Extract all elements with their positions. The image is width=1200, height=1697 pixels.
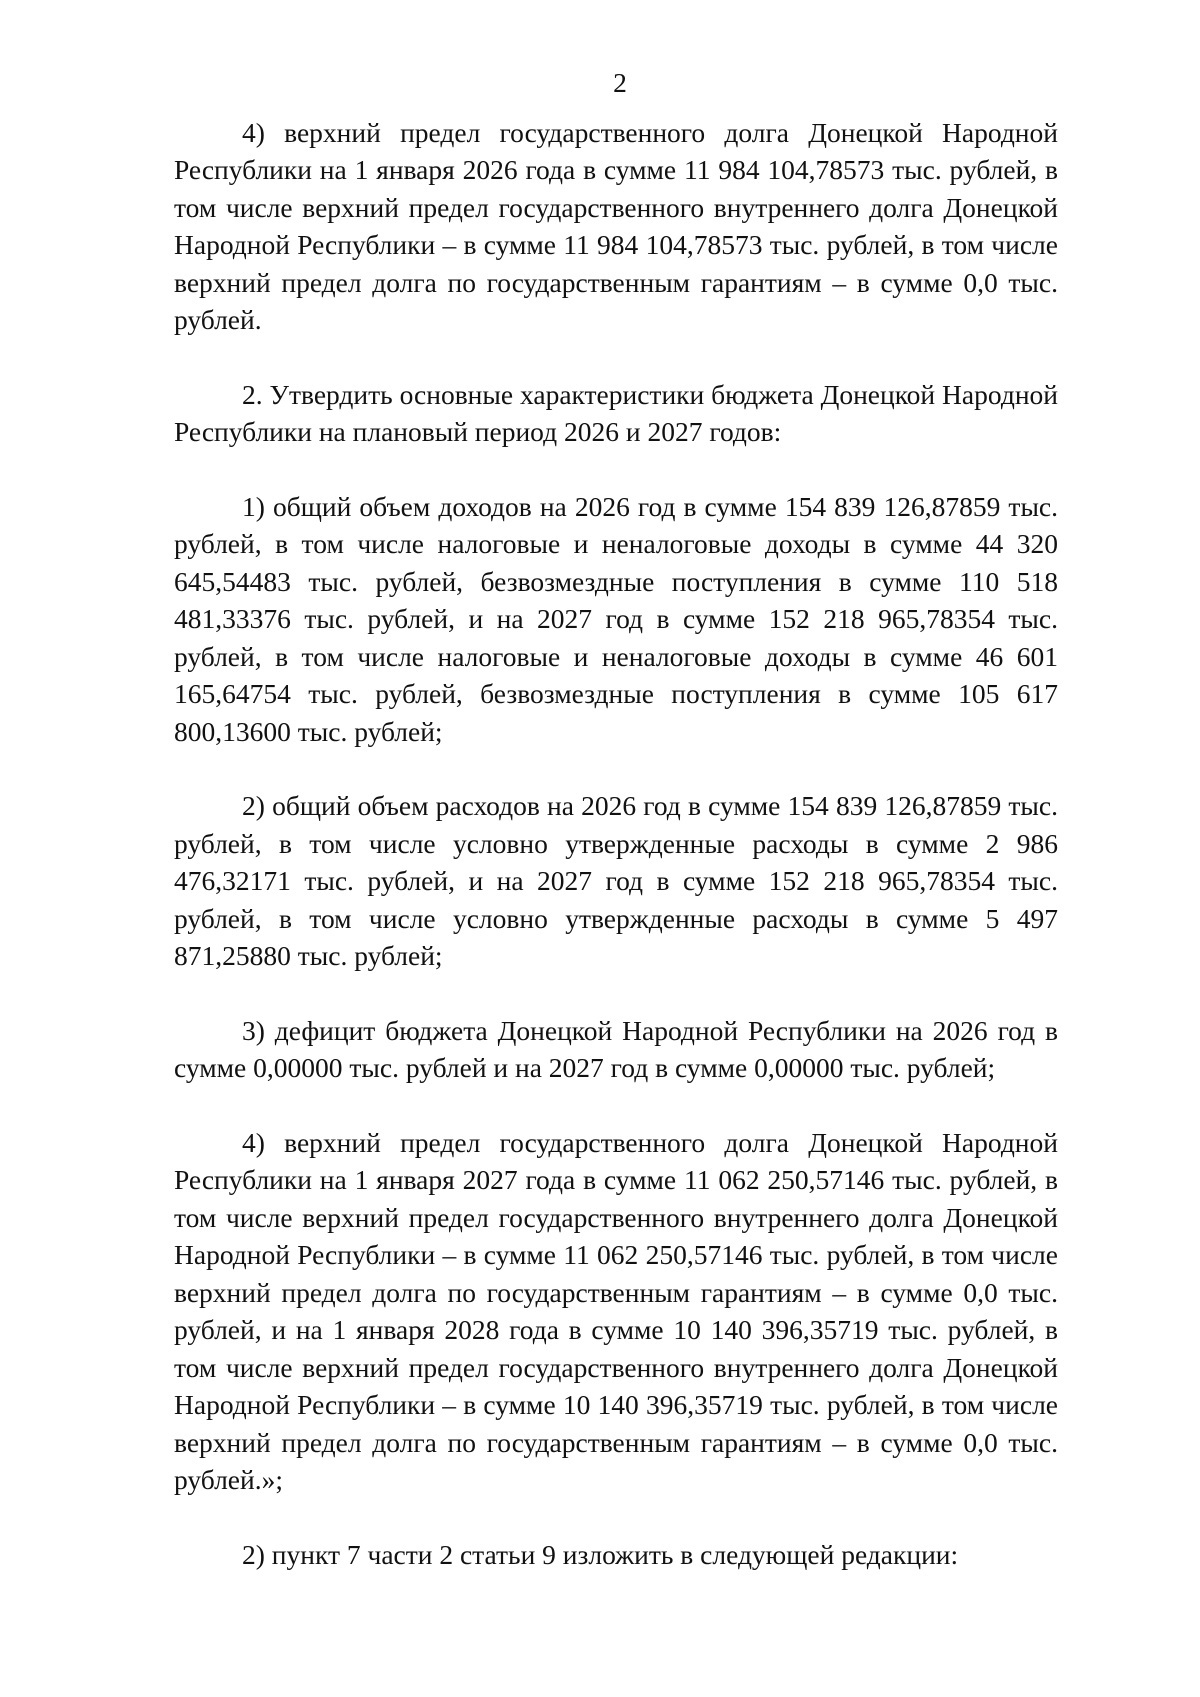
paragraph-amendment-point-7: 2) пункт 7 части 2 статьи 9 изложить в следующей редакции:: [242, 1538, 959, 1570]
paragraph-deficit: 3) дефицит бюджета Донецкой Народной Республики на 2026 год в сумме 0,00000 тыс. рублей и на 2027 год в сумме 0,00000 тыс. рублей;: [174, 1014, 1058, 1083]
paragraph-revenues: 1) общий объем доходов на 2026 год в сумме 154 839 126,87859 тыс. рублей, в том числе налоговые и неналоговые доходы в сумме 44 320 645,54483 тыс. рублей, безвозмездные поступления в сумме 110 518 481,33376 тыс. рублей, и на 2027 год в сумме 152 218 965,78354 тыс. рублей, в том числе налоговые и неналоговые доходы в сумме 46 601 165,64754 тыс. рублей, безвозмездные поступления в сумме 105 617 800,13600 тыс. рублей;: [174, 490, 1058, 747]
paragraph-expenditures: 2) общий объем расходов на 2026 год в сумме 154 839 126,87859 тыс. рублей, в том числе условно утвержденные расходы в сумме 2 986 476,32171 тыс. рублей, и на 2027 год в сумме 152 218 965,78354 тыс. рублей, в том числе условно утвержденные расходы в сумме 5 497 871,25880 тыс. рублей;: [174, 790, 1058, 971]
paragraph-debt-limit-2026: 4) верхний предел государственного долга Донецкой Народной Республики на 1 января 2026 года в сумме 11 984 104,78573 тыс. рублей, в том числе верхний предел государственного внутреннего долга Донецкой Народной Республики – в сумме 11 984 104,78573 тыс. рублей, в том числе верхний предел долга по государственным гарантиям – в сумме 0,0 тыс. рублей.: [174, 116, 1058, 335]
page-number: 2: [613, 67, 627, 98]
paragraph-debt-limit-2027-2028: 4) верхний предел государственного долга Донецкой Народной Республики на 1 января 2027 года в сумме 11 062 250,57146 тыс. рублей, в том числе верхний предел государственного внутреннего долга Донецкой Народной Республики – в сумме 11 062 250,57146 тыс. рублей, в том числе верхний предел долга по государственным гарантиям – в сумме 0,0 тыс. рублей, и на 1 января 2028 года в сумме 10 140 396,35719 тыс. рублей, в том числе верхний предел государственного внутреннего долга Донецкой Народной Республики – в сумме 10 140 396,35719 тыс. рублей, в том числе верхний предел долга по государственным гарантиям – в сумме 0,0 тыс. рублей.»;: [174, 1126, 1058, 1495]
paragraph-budget-characteristics: 2. Утвердить основные характеристики бюджета Донецкой Народной Республики на плановый период 2026 и 2027 годов:: [174, 378, 1058, 447]
